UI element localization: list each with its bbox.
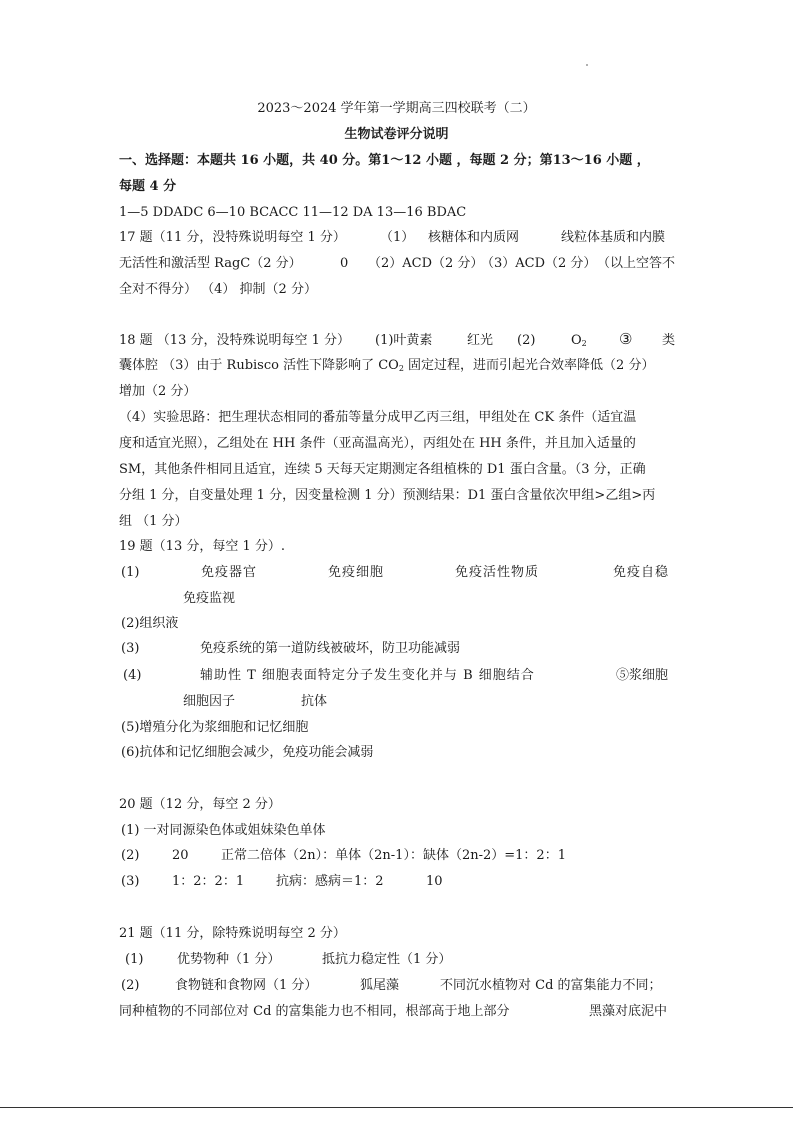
q20-answer-2b: 正常二倍体（2n）：单体（2n-1）：缺体（2n-2）=1：2：1 xyxy=(221,848,566,863)
q18-part2-label: (2) xyxy=(517,333,536,348)
q18-answer-2b: 类 xyxy=(662,333,676,348)
q17-answer-2: （2）ACD（2 分） xyxy=(368,256,484,271)
q21-part2-label: (2) xyxy=(121,978,140,993)
q18-answer-4-line2: 度和适宜光照），乙组处在 HH 条件（亚高温高光），丙组处在 HH 条件，并且加入适量的 xyxy=(119,436,636,451)
q21-answer-2c: 不同沉水植物对 Cd 的富集能力不同； xyxy=(440,978,662,993)
q21-answer-1a: 优势物种（1 分） xyxy=(177,952,281,967)
q18-answer-3: 囊体腔 （3）由于 Rubisco 活性下降影响了 $CO_2$ 固定过程，进而引起光合效率降低（2 分） xyxy=(119,358,655,373)
q19-part3-label: (3) xyxy=(121,641,140,656)
q20-answer-3a: 1：2：2：1 xyxy=(172,874,245,889)
q18-answer-4-line1: （4）实验思路：把生理状态相同的番茄等量分成甲乙丙三组，甲组处在 CK 条件（适宜温 xyxy=(119,410,637,425)
q21-answer-1b: 抵抗力稳定性（1 分） xyxy=(322,952,452,967)
q17-answer-1a: 核糖体和内质网 xyxy=(428,230,520,245)
q21-answer-2a: 食物链和食物网（1 分） xyxy=(175,978,318,993)
document-subtitle: 生物试卷评分说明 xyxy=(344,127,449,142)
choice-answers: 1—5 DDADC 6—10 BCACC 11—12 DA 13—16 BDAC xyxy=(119,205,467,220)
q17-answer-4: 全对不得分） （4） 抑制（2 分） xyxy=(119,282,317,297)
q21-part1-label: (1) xyxy=(125,952,144,967)
q18-answer-4-line4: 分组 1 分，自变量处理 1 分，因变量检测 1 分）预测结果：D1 蛋白含量依次甲组>乙组>丙 xyxy=(119,488,656,503)
q19-answer-6: (6)抗体和记忆细胞会减少，免疫功能会减弱 xyxy=(121,745,374,760)
q19-answer-1b: 免疫细胞 xyxy=(328,565,385,580)
q21-answer-2b: 狐尾藻 xyxy=(360,978,400,993)
q18-answer-3b: 增加（2 分） xyxy=(119,384,197,399)
q19-answer-1d: 免疫自稳 xyxy=(613,565,670,580)
q17-part1-label: （1） xyxy=(380,230,415,245)
q19-answer-2: (2)组织液 xyxy=(121,616,179,631)
q17-answer-3: （3）ACD（2 分） xyxy=(481,256,597,271)
q20-answer-3c: 10 xyxy=(426,874,443,889)
q19-answer-5: (5)增殖分化为浆细胞和记忆细胞 xyxy=(121,720,309,735)
q20-part2-label: (2) xyxy=(121,848,140,863)
q20-answer-1: (1) 一对同源染色体或姐妹染色单体 xyxy=(121,823,326,838)
q17-answer-1d: 0 xyxy=(340,256,349,271)
q18-answer-1a: (1)叶黄素 xyxy=(375,333,433,348)
q19-answer-4d: 抗体 xyxy=(301,694,328,709)
q19-answer-1e: 免疫监视 xyxy=(183,591,236,606)
q19-part4-label: (4) xyxy=(123,668,142,683)
section1-heading: 一、选择题：本题共 16 小题，共 40 分。第1～12 小题 ，每题 2 分；第13～16 小题 ， xyxy=(119,153,650,168)
q17-note: （以上空答不 xyxy=(597,256,676,271)
q19-answer-4c: 细胞因子 xyxy=(183,694,236,709)
q18-answer-2a: $O_2$ xyxy=(571,333,587,348)
q18-heading: 18 题 （13 分，没特殊说明每空 1 分） xyxy=(119,333,351,348)
page-bottom-rule xyxy=(0,1107,793,1108)
q20-heading: 20 题（12 分，每空 2 分） xyxy=(119,797,281,812)
q20-answer-3b: 抗病：感病＝1：2 xyxy=(276,874,384,889)
q19-heading: 19 题（13 分，每空 1 分）. xyxy=(119,539,286,554)
section1-heading-cont: 每题 4 分 xyxy=(119,179,177,194)
q18-circled-3: ③ xyxy=(619,330,633,348)
q19-answer-4b: ⑤浆细胞 xyxy=(616,668,669,683)
q21-heading: 21 题（11 分，除特殊说明每空 2 分） xyxy=(119,926,346,941)
q18-answer-4-line3: SM，其他条件相同且适宜，连续 5 天每天定期测定各组植株的 D1 蛋白含量。（3 分，正确 xyxy=(119,462,646,477)
q19-answer-4a: 辅助性 T 细胞表面特定分子发生变化并与 B 细胞结合 xyxy=(200,668,535,683)
q18-answer-4-line5: 组 （1 分） xyxy=(119,514,188,529)
q17-answer-1c: 无活性和激活型 RagC（2 分） xyxy=(119,256,302,271)
q18-answer-1b: 红光 xyxy=(467,333,494,348)
q20-answer-2a: 20 xyxy=(172,848,189,863)
q17-heading: 17 题（11 分，没特殊说明每空 1 分） xyxy=(119,230,346,245)
document-title: 2023～2024 学年第一学期高三四校联考（二） xyxy=(257,101,536,116)
q19-answer-3: 免疫系统的第一道防线被破坏，防卫功能减弱 xyxy=(200,641,461,656)
q20-part3-label: (3) xyxy=(121,874,140,889)
q21-answer-2e: 黑藻对底泥中 xyxy=(589,1004,668,1019)
q19-answer-1c: 免疫活性物质 xyxy=(455,565,540,580)
q19-answer-1a: 免疫器官 xyxy=(201,565,258,580)
q19-part1-label: (1) xyxy=(121,565,140,580)
q21-answer-2d: 同种植物的不同部位对 Cd 的富集能力也不相同，根部高于地上部分 xyxy=(119,1004,510,1019)
scan-dot xyxy=(586,64,588,66)
q17-answer-1b: 线粒体基质和内膜 xyxy=(561,230,666,245)
